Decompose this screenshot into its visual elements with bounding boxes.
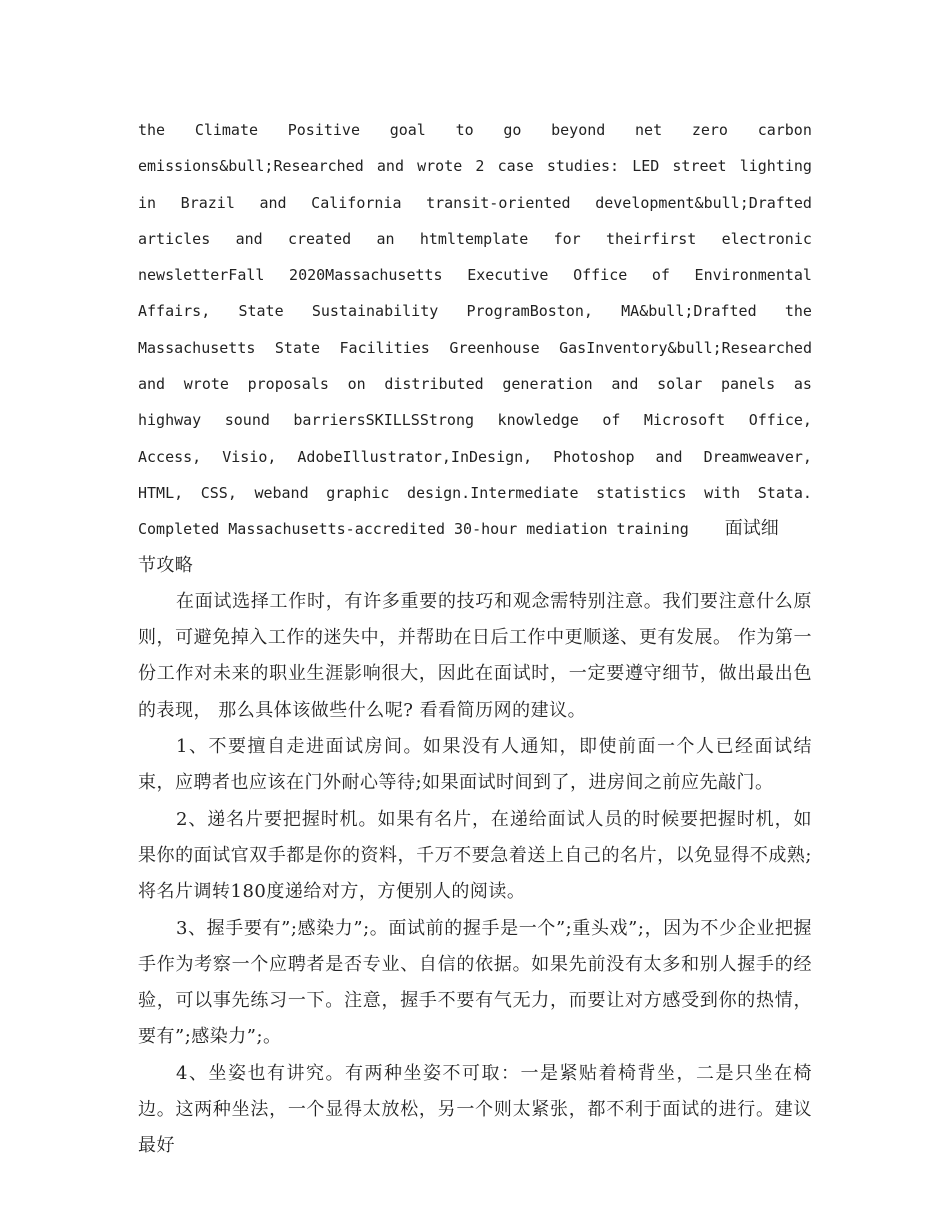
word: with [704,483,741,502]
word: Massachusetts-accredited [228,520,446,539]
word: solar [657,375,703,394]
word: California [311,193,402,212]
word: an [376,229,395,248]
word: case [497,157,534,176]
word: sound [224,411,270,430]
english-text-line [138,293,812,329]
word: and [376,157,404,176]
word: htmltemplate [419,229,529,248]
word: Access, [138,447,202,466]
word: and [259,193,287,212]
word: barriersSKILLSStrong [293,411,475,430]
word: Office [573,266,628,285]
word: distributed [384,375,484,394]
word: Facilities [339,338,430,357]
word: lighting [739,157,812,176]
word: Microsoft [643,411,726,430]
english-text-line [138,112,812,148]
word: HTML, [138,483,184,502]
word: the [784,302,812,321]
word: and [138,375,166,394]
english-text-line [138,402,812,438]
word: GasInventory&bull;Researched [559,338,812,357]
word: emissions&bull;Researched [138,157,364,176]
word: electronic [721,229,812,248]
english-text-line [138,330,812,366]
word: in [138,193,157,212]
word: Climate [194,121,259,139]
english-text-line [138,366,812,402]
word: knowledge [497,411,579,430]
word: AdobeIllustrator,InDesign, [297,447,533,466]
word: to [455,121,474,139]
word: Photoshop [553,447,635,466]
english-text-line [138,148,812,184]
english-text-line [138,185,812,221]
word: training [616,520,689,539]
word: generation [502,375,593,394]
word: Affairs, [138,302,211,321]
heading-continuation: 节攻略 [138,554,194,576]
word: and [611,375,639,394]
paragraph-tip-2: 2、递名片要把握时机。如果有名片，在递给面试人员的时候要把握时机，如果你的面试官双手都是你的资料，千万不要急着送上自己的名片，以免显得不成熟;将名片调转180度递给对方，方便别人的阅读。 [138,808,812,903]
word: wrote [417,157,463,176]
word: Environmental [694,266,812,285]
word: go [503,121,522,139]
word: design.Intermediate [407,483,579,502]
word: zero [691,121,728,139]
word: articles [138,229,211,248]
paragraph-tip-3: 3、握手要有”;感染力”;。面试前的握手是一个”;重头戏”;，因为不少企业把握手作为考察一个应聘者是否专业、自信的依据。如果先前没有太多和别人握手的经验，可以事先练习一下。注意，握手不要有气无力，而要让对方感受到你的热情，要有”;感染力”;。 [138,917,812,1048]
word: Greenhouse [449,338,540,357]
word: theirfirst [605,229,697,248]
word: Stata. [757,483,812,502]
word: Positive [287,121,360,139]
word: Brazil [180,193,235,212]
word: LED [632,157,660,176]
word: State [238,302,284,321]
word: wrote [183,375,229,394]
word: development&bull;Drafted [595,193,812,212]
word: net [635,121,663,139]
paragraph-intro: 在面试选择工作时，有许多重要的技巧和观念需特别注意。我们要注意什么原则，可避免掉入工作的迷失中，并帮助在日后工作中更顺遂、更有发展。 作为第一份工作对未来的职业生涯影响很大，因此在面试时，一定要遵守细节，做出最出色的表现， 那么具体该做些什么呢? 看看简历网的建议。 [138,590,812,721]
english-text-line [138,257,812,293]
word: as [793,375,812,394]
word: beyond [551,121,606,139]
word: statistics [596,483,687,502]
word: ProgramBoston, [466,302,593,321]
word: street [672,157,727,176]
word: studies: [546,157,620,176]
word: mediation [526,520,608,539]
word: panels [721,375,776,394]
word: 2 [475,157,485,176]
word: and [235,229,263,248]
word: on [347,375,366,394]
word: of [651,266,670,285]
word: created [287,229,352,248]
english-text-line [138,475,812,511]
paragraph-tip-1: 1、不要擅自走进面试房间。如果没有人通知，即使前面一个人已经面试结束，应聘者也应该在门外耐心等待;如果面试时间到了，进房间之前应先敲门。 [138,736,812,794]
word: CSS, [200,483,237,502]
word: proposals [247,375,329,394]
word: and [655,447,683,466]
word: MA&bull;Drafted [621,302,757,321]
heading-start: 面试细 [724,518,779,540]
word: highway [138,411,202,430]
word: Office, [748,411,812,430]
word: Completed [138,520,220,539]
word: transit-oriented [426,193,571,212]
word: 30-hour [454,520,518,539]
word: goal [389,121,426,139]
english-text-line-last [138,511,812,547]
paragraph-tip-4: 4、坐姿也有讲究。有两种坐姿不可取：一是紧贴着椅背坐，二是只坐在椅边。这两种坐法，一个显得太放松，另一个则太紧张，都不利于面试的进行。建议最好 [138,1062,812,1157]
word: graphic [326,483,390,502]
word: Visio, [222,447,277,466]
word: Dreamweaver, [703,447,812,466]
english-text-line [138,439,812,475]
english-resume-block [138,112,812,548]
word: newsletterFall [138,266,265,285]
word: weband [254,483,309,502]
word: Sustainability [311,302,439,321]
english-text-line [138,221,812,257]
word: carbon [757,121,812,139]
word: Executive [467,266,549,285]
word: for [553,229,581,248]
word: the [138,121,166,139]
word: of [602,411,621,430]
document-page [138,112,812,1165]
word: 2020Massachusetts [289,266,443,285]
word: State [274,338,321,357]
word: Massachusetts [138,338,256,357]
